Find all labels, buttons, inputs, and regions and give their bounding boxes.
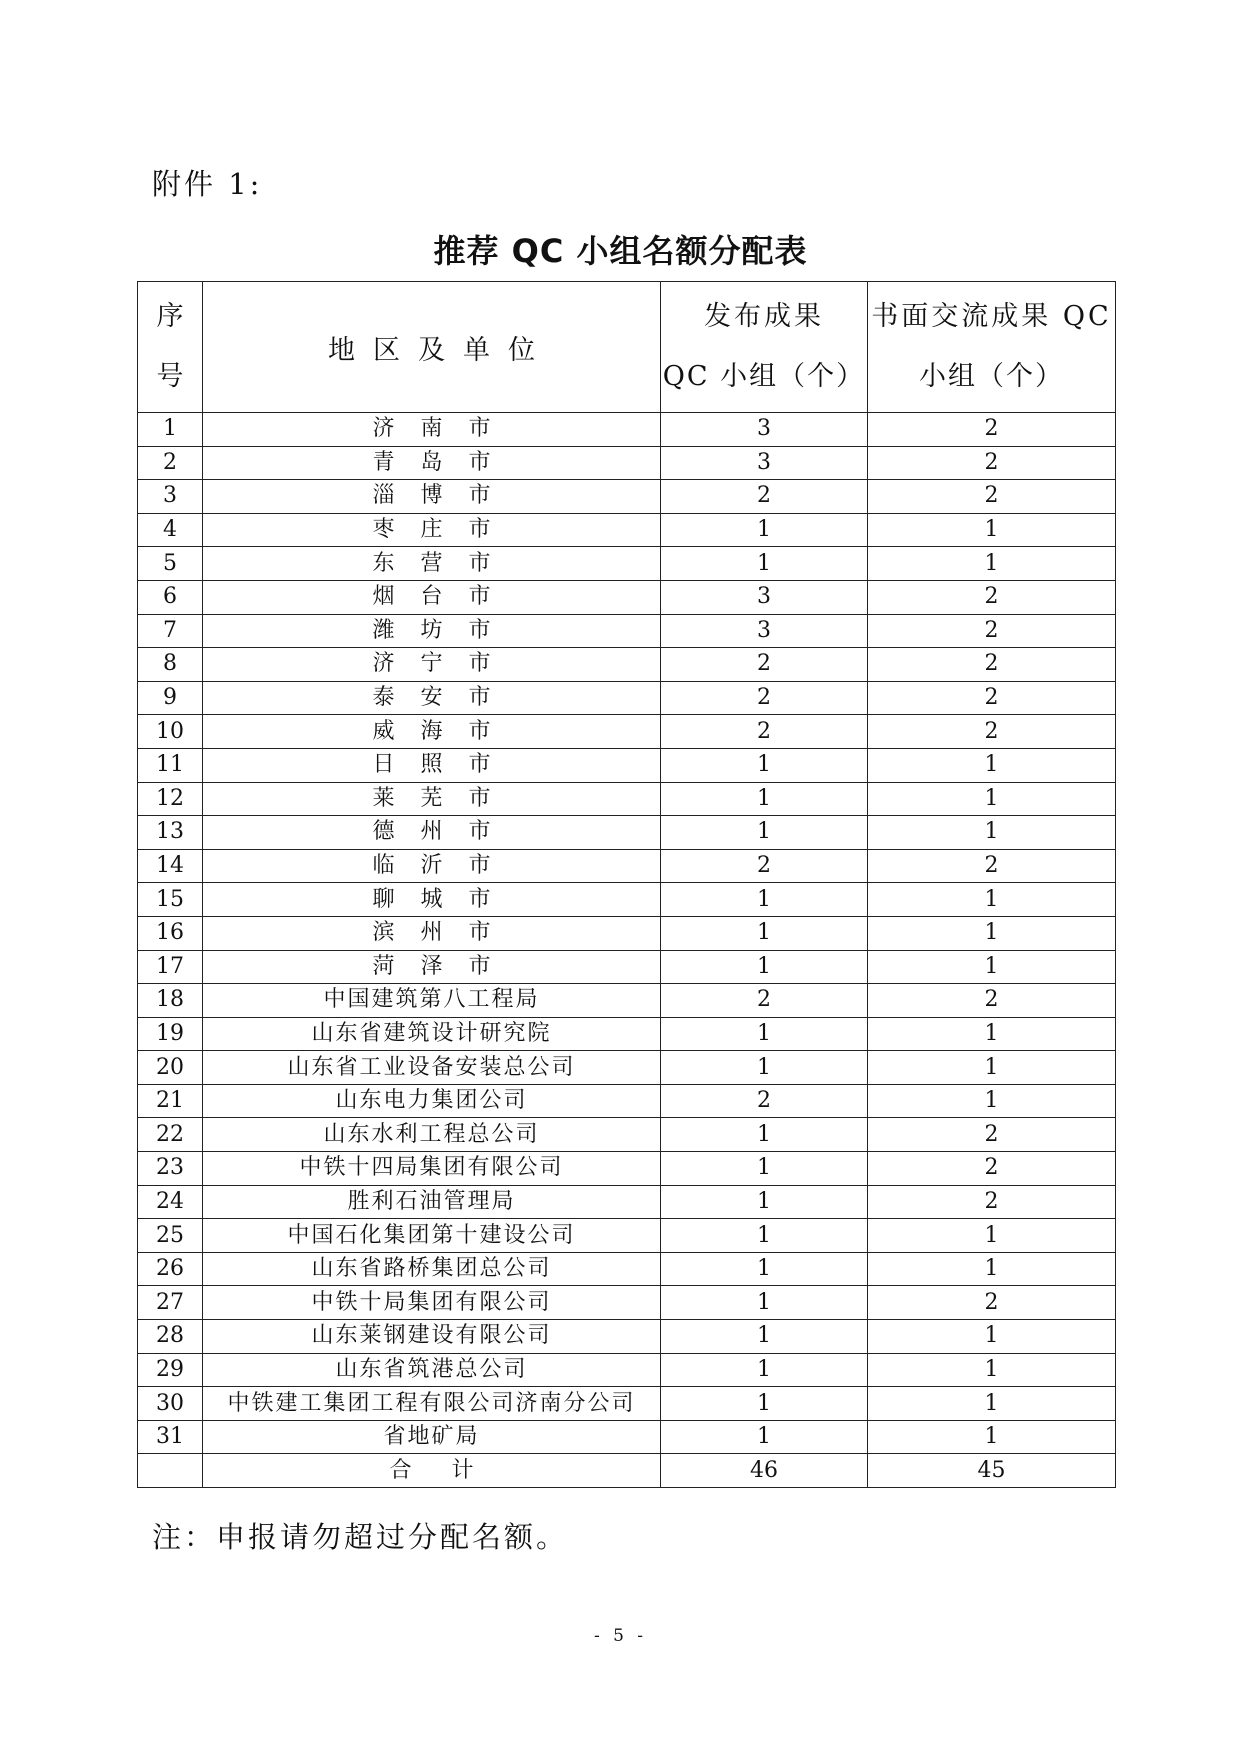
total-published: 46 [661,1454,868,1488]
row-number: 7 [138,614,203,648]
row-unit: 淄博市 [203,480,661,514]
row-number: 18 [138,984,203,1018]
row-published-count: 2 [661,1084,868,1118]
row-written-count: 1 [868,1017,1116,1051]
row-published-count: 1 [661,1152,868,1186]
row-unit: 德州市 [203,816,661,850]
row-published-count: 1 [661,816,868,850]
header-no-line1: 序 [156,301,184,332]
row-unit: 中铁十局集团有限公司 [203,1286,661,1320]
row-unit: 东营市 [203,547,661,581]
row-number: 6 [138,580,203,614]
row-unit: 山东省筑港总公司 [203,1353,661,1387]
row-written-count: 1 [868,1387,1116,1421]
row-published-count: 1 [661,1387,868,1421]
footnote: 注：申报请勿超过分配名额。 [152,1520,569,1554]
table-row [138,849,1116,883]
row-number: 26 [138,1252,203,1286]
row-written-count: 1 [868,916,1116,950]
row-published-count: 2 [661,648,868,682]
row-written-count: 2 [868,446,1116,480]
row-written-count: 1 [868,1051,1116,1085]
row-written-count: 2 [868,413,1116,447]
row-number: 17 [138,950,203,984]
row-written-count: 1 [868,1320,1116,1354]
row-published-count: 3 [661,614,868,648]
table-row [138,1286,1116,1320]
row-unit: 山东莱钢建设有限公司 [203,1320,661,1354]
table-row [138,1320,1116,1354]
table-row [138,782,1116,816]
row-number: 15 [138,883,203,917]
row-number: 4 [138,513,203,547]
row-number: 16 [138,916,203,950]
header-written-line2: 小组（个） [919,360,1064,392]
row-unit: 济宁市 [203,648,661,682]
row-number: 1 [138,413,203,447]
row-written-count: 2 [868,1286,1116,1320]
row-unit: 聊城市 [203,883,661,917]
table-row [138,1387,1116,1421]
row-published-count: 1 [661,1017,868,1051]
row-number: 21 [138,1084,203,1118]
table-row [138,916,1116,950]
row-unit: 临沂市 [203,849,661,883]
row-number: 20 [138,1051,203,1085]
row-unit: 胜利石油管理局 [203,1185,661,1219]
page-number: - 5 - [593,1626,648,1646]
row-published-count: 3 [661,580,868,614]
row-number: 5 [138,547,203,581]
row-published-count: 1 [661,782,868,816]
row-number: 25 [138,1219,203,1253]
row-published-count: 1 [661,883,868,917]
row-written-count: 1 [868,1252,1116,1286]
table-row [138,748,1116,782]
row-written-count: 2 [868,984,1116,1018]
row-published-count: 1 [661,1219,868,1253]
row-number: 29 [138,1353,203,1387]
row-written-count: 1 [868,513,1116,547]
row-written-count: 2 [868,580,1116,614]
row-number: 8 [138,648,203,682]
row-unit: 山东省工业设备安装总公司 [203,1051,661,1085]
row-unit: 滨州市 [203,916,661,950]
table-row [138,1353,1116,1387]
table-row [138,1084,1116,1118]
table-row [138,648,1116,682]
table-row [138,1420,1116,1454]
row-number: 27 [138,1286,203,1320]
row-number: 10 [138,715,203,749]
row-number: 24 [138,1185,203,1219]
row-written-count: 1 [868,1084,1116,1118]
table-row [138,480,1116,514]
total-number [138,1454,203,1488]
row-written-count: 2 [868,1152,1116,1186]
row-unit: 济南市 [203,413,661,447]
table-body [138,413,1116,1488]
table-row [138,681,1116,715]
header-written [868,282,1116,413]
row-number: 3 [138,480,203,514]
table-row [138,1118,1116,1152]
row-unit: 山东电力集团公司 [203,1084,661,1118]
row-number: 23 [138,1152,203,1186]
header-no [138,282,203,413]
row-number: 14 [138,849,203,883]
row-unit: 山东省路桥集团总公司 [203,1252,661,1286]
row-unit: 莱芜市 [203,782,661,816]
row-written-count: 2 [868,849,1116,883]
table-row [138,580,1116,614]
header-published-line2: QC 小组（个） [662,360,866,392]
row-published-count: 1 [661,950,868,984]
header-written-line1: 书面交流成果 QC [871,301,1112,332]
row-published-count: 1 [661,1185,868,1219]
row-unit: 山东省建筑设计研究院 [203,1017,661,1051]
table-row [138,1051,1116,1085]
row-published-count: 3 [661,413,868,447]
row-published-count: 1 [661,748,868,782]
page-title: 推荐 QC 小组名额分配表 [433,232,808,270]
row-published-count: 1 [661,513,868,547]
row-unit: 省地矿局 [203,1420,661,1454]
row-unit: 中国石化集团第十建设公司 [203,1219,661,1253]
row-number: 31 [138,1420,203,1454]
row-number: 11 [138,748,203,782]
table-row [138,1219,1116,1253]
row-published-count: 1 [661,1118,868,1152]
total-row [138,1454,1116,1488]
row-written-count: 2 [868,480,1116,514]
row-number: 13 [138,816,203,850]
table-row [138,984,1116,1018]
row-unit: 烟台市 [203,580,661,614]
row-number: 12 [138,782,203,816]
row-published-count: 1 [661,547,868,581]
attachment-label: 附件 1: [152,167,263,201]
row-number: 19 [138,1017,203,1051]
row-unit: 日照市 [203,748,661,782]
row-unit: 山东水利工程总公司 [203,1118,661,1152]
header-unit-label: 地区及单位 [328,334,553,366]
table-row [138,1017,1116,1051]
row-written-count: 2 [868,715,1116,749]
row-written-count: 1 [868,1420,1116,1454]
table-row [138,715,1116,749]
row-written-count: 2 [868,1185,1116,1219]
row-published-count: 1 [661,1353,868,1387]
row-unit: 潍坊市 [203,614,661,648]
row-unit: 菏泽市 [203,950,661,984]
row-written-count: 1 [868,1353,1116,1387]
table-row [138,614,1116,648]
row-published-count: 2 [661,681,868,715]
table-row [138,446,1116,480]
row-unit: 青岛市 [203,446,661,480]
row-written-count: 2 [868,648,1116,682]
table-row [138,1185,1116,1219]
total-label: 合计 [203,1454,661,1488]
row-number: 30 [138,1387,203,1421]
row-written-count: 1 [868,883,1116,917]
row-published-count: 2 [661,984,868,1018]
table-row [138,883,1116,917]
table-row [138,413,1116,447]
header-published [661,282,868,413]
row-written-count: 1 [868,748,1116,782]
row-unit: 枣庄市 [203,513,661,547]
row-published-count: 1 [661,1286,868,1320]
row-written-count: 1 [868,547,1116,581]
table-row [138,950,1116,984]
header-no-line2: 号 [156,360,184,392]
row-written-count: 2 [868,681,1116,715]
row-written-count: 2 [868,1118,1116,1152]
table-row [138,547,1116,581]
table-row [138,1252,1116,1286]
row-published-count: 1 [661,1420,868,1454]
row-published-count: 2 [661,849,868,883]
row-unit: 威海市 [203,715,661,749]
header-unit [203,282,661,413]
table-header [138,282,1116,413]
row-number: 2 [138,446,203,480]
row-unit: 中铁十四局集团有限公司 [203,1152,661,1186]
row-published-count: 2 [661,480,868,514]
row-written-count: 1 [868,816,1116,850]
row-written-count: 1 [868,950,1116,984]
row-published-count: 1 [661,1320,868,1354]
row-written-count: 1 [868,782,1116,816]
row-published-count: 1 [661,1051,868,1085]
allocation-table [137,281,1116,1488]
table-row [138,816,1116,850]
row-unit: 中国建筑第八工程局 [203,984,661,1018]
total-written: 45 [868,1454,1116,1488]
row-published-count: 3 [661,446,868,480]
row-written-count: 2 [868,614,1116,648]
row-number: 9 [138,681,203,715]
row-published-count: 1 [661,1252,868,1286]
row-number: 22 [138,1118,203,1152]
table-row [138,513,1116,547]
row-unit: 泰安市 [203,681,661,715]
row-written-count: 1 [868,1219,1116,1253]
row-unit: 中铁建工集团工程有限公司济南分公司 [203,1387,661,1421]
row-published-count: 2 [661,715,868,749]
row-published-count: 1 [661,916,868,950]
header-row [138,282,1116,413]
table-row [138,1152,1116,1186]
row-number: 28 [138,1320,203,1354]
header-published-line1: 发布成果 [704,301,824,332]
